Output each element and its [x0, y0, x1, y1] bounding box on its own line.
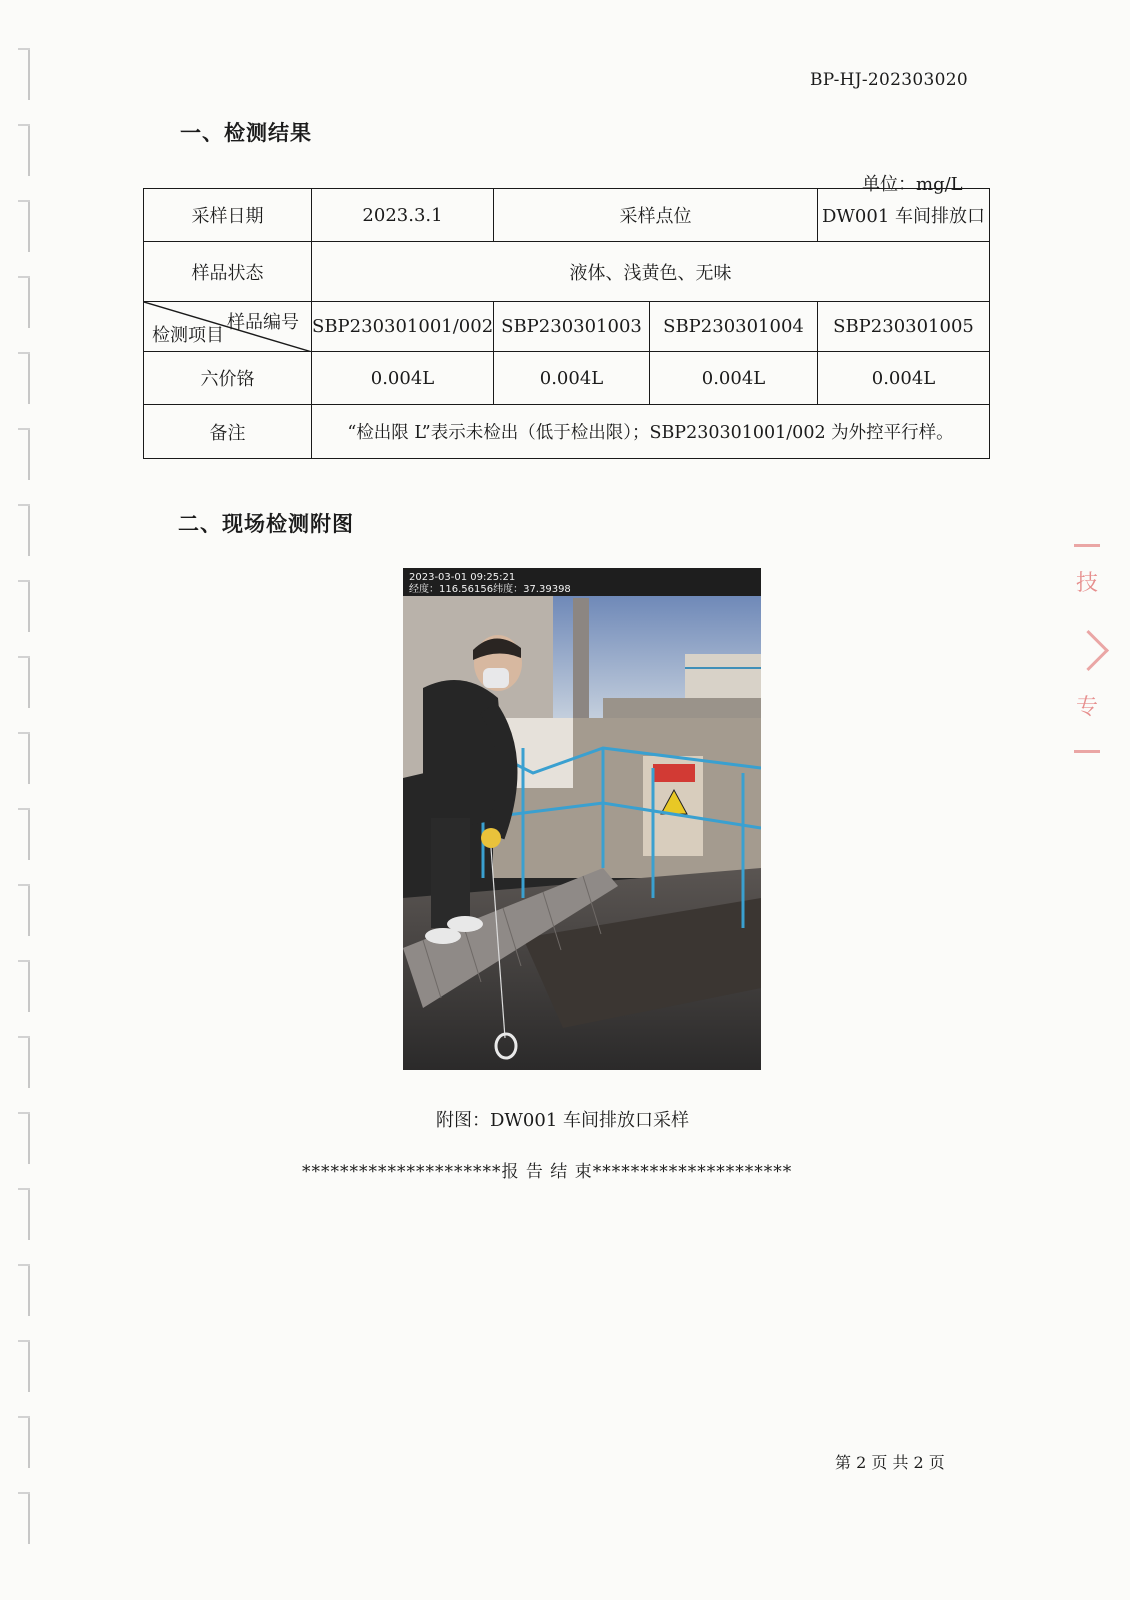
seal-stamp [1068, 540, 1108, 760]
binder-mark [18, 1112, 40, 1164]
remark-value: “检出限 L”表示未检出（低于检出限）；SBP230301001/002 为外控平行样。 [312, 405, 990, 459]
binder-mark [18, 1416, 40, 1468]
seal-glyph: 技 [1076, 571, 1099, 596]
seal-border [1074, 750, 1100, 753]
result-cell: 0.004L [650, 352, 818, 405]
binder-mark [18, 656, 40, 708]
table-row [144, 189, 990, 242]
binder-mark [18, 1340, 40, 1392]
binder-mark [18, 124, 40, 176]
table-row [144, 242, 990, 302]
binder-mark [18, 1492, 40, 1544]
sample-id-cell: SBP230301003 [494, 302, 650, 352]
binder-mark [18, 1264, 40, 1316]
section-title-results: 一、检测结果 [180, 120, 312, 145]
seal-glyph: 专 [1076, 695, 1099, 720]
remark-label: 备注 [144, 405, 312, 459]
binder-mark [18, 884, 40, 936]
sampling-point-label: 采样点位 [494, 189, 818, 242]
binder-mark [18, 200, 40, 252]
test-item-label: 检测项目 [152, 325, 224, 346]
binder-mark [18, 48, 40, 100]
binder-mark [18, 960, 40, 1012]
seal-star-icon [1068, 630, 1109, 671]
page-number: 第 2 页 共 2 页 [835, 1453, 945, 1472]
result-cell: 0.004L [494, 352, 650, 405]
analyte-name: 六价铬 [144, 352, 312, 405]
sample-id-cell: SBP230301005 [818, 302, 990, 352]
report-end-line: *********************报 告 结 束********************* [302, 1162, 793, 1182]
photo-timestamp: 2023-03-01 09:25:21 [409, 572, 516, 583]
photo-timestamp-overlay [409, 572, 571, 596]
sampling-point-value: DW001 车间排放口 [818, 189, 990, 242]
document-number: BP-HJ-202303020 [810, 70, 968, 90]
binder-marks [18, 0, 48, 1600]
table-row [144, 302, 990, 352]
binder-mark [18, 732, 40, 784]
result-cell: 0.004L [312, 352, 494, 405]
binder-mark [18, 276, 40, 328]
binder-mark [18, 1188, 40, 1240]
binder-mark [18, 1036, 40, 1088]
sample-state-value: 液体、浅黄色、无味 [312, 242, 990, 302]
photo-caption: 附图：DW001 车间排放口采样 [436, 1110, 690, 1131]
binder-mark [18, 428, 40, 480]
unit-label: 单位：mg/L [862, 174, 963, 195]
site-photo [403, 568, 761, 1070]
binder-mark [18, 504, 40, 556]
sampling-date-label: 采样日期 [144, 189, 312, 242]
photo-coordinates: 经度：116.56156纬度：37.39398 [409, 584, 571, 595]
binder-mark [18, 352, 40, 404]
sampling-date-value: 2023.3.1 [312, 189, 494, 242]
sample-state-label: 样品状态 [144, 242, 312, 302]
sample-id-cell: SBP230301001/002 [312, 302, 494, 352]
diagonal-header-cell [144, 302, 312, 352]
seal-border [1074, 544, 1100, 547]
table-row [144, 352, 990, 405]
results-table [143, 188, 990, 459]
section-title-photo: 二、现场检测附图 [178, 511, 354, 536]
sample-id-label: 样品编号 [227, 312, 299, 333]
binder-mark [18, 580, 40, 632]
sample-id-cell: SBP230301004 [650, 302, 818, 352]
binder-mark [18, 808, 40, 860]
site-photo-illustration [403, 568, 761, 1070]
result-cell: 0.004L [818, 352, 990, 405]
table-row [144, 405, 990, 459]
